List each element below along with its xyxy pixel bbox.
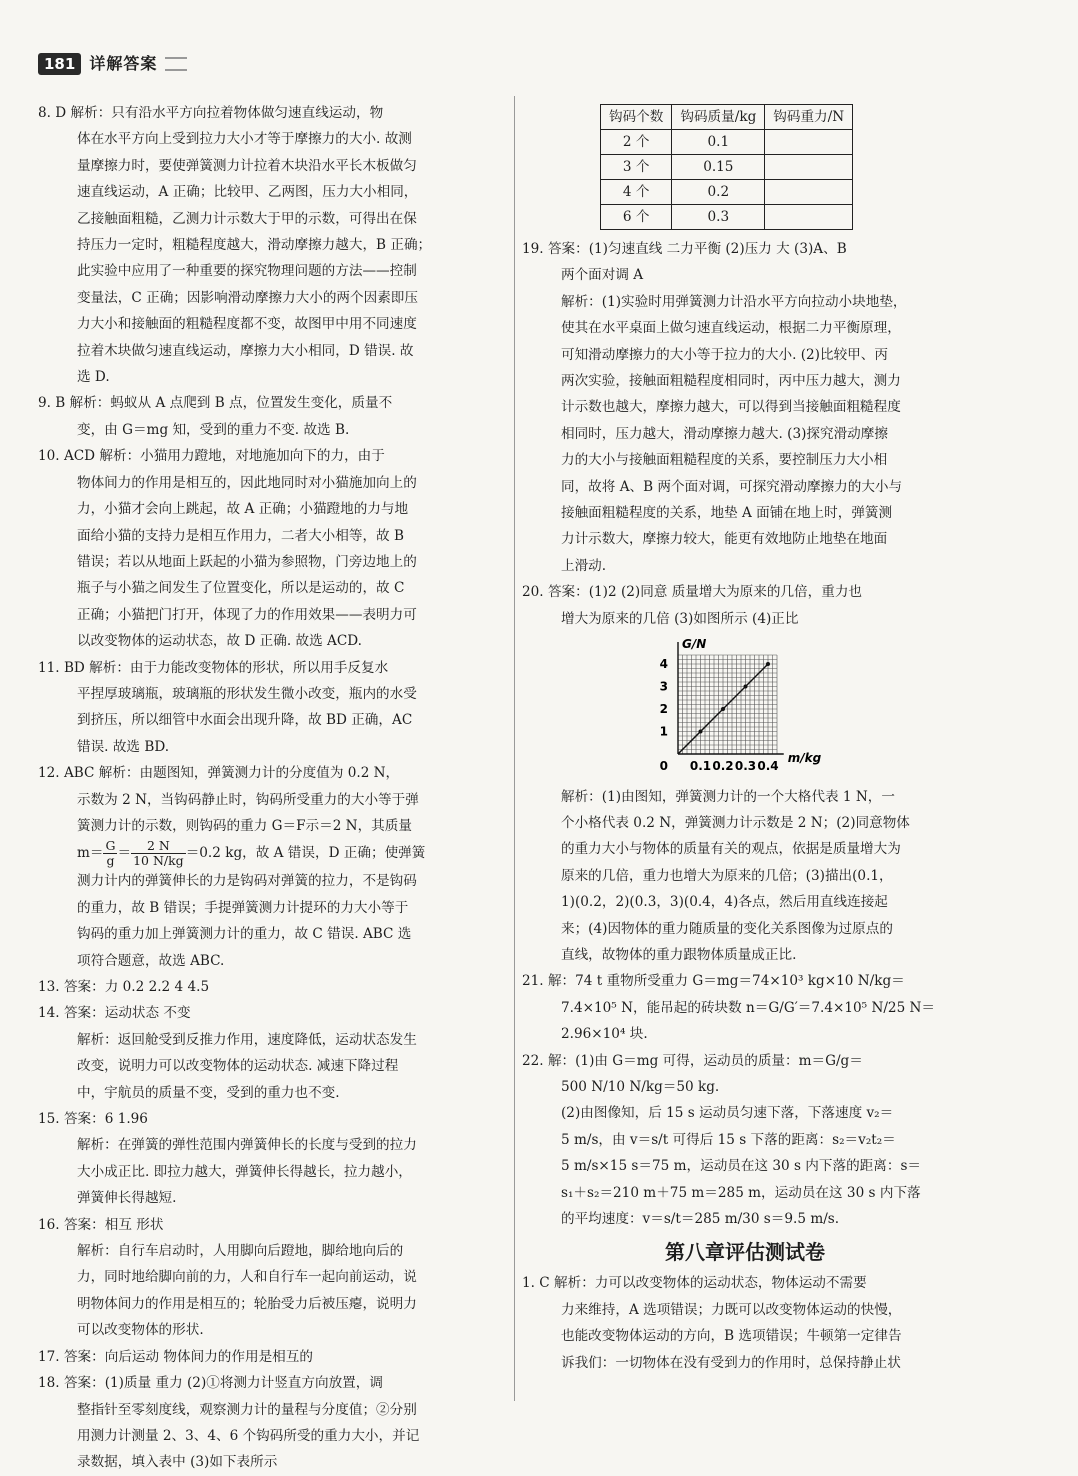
x-tick-label: 0.4 xyxy=(757,759,779,774)
text-line: 面给小猫的支持力是相互作用力，二者大小相等，故 B xyxy=(77,527,404,544)
text-line: 此实验中应用了一种重要的探究物理问题的方法——控制 xyxy=(77,263,417,280)
text-line: 18. 答案：(1)质量 重力 (2)①将测力计竖直方向放置，调 xyxy=(38,1375,383,1392)
table-header-cell: 钩码重力/N xyxy=(765,105,853,130)
text-line: 计示数也越大，摩擦力越大，可以得到当接触面粗糙程度 xyxy=(561,399,901,416)
table-header-row xyxy=(601,105,853,130)
text-line: 原来的几倍，重力也增大为原来的几倍；(3)描出(0.1， xyxy=(561,867,893,884)
text-line: 体在水平方向上受到拉力大小才等于摩擦力的大小. 故测 xyxy=(77,131,412,148)
text-line: 接触面粗糙程度的关系，地垫 A 面铺在地上时，弹簧测 xyxy=(561,505,893,522)
header-title: 详解答案 xyxy=(89,53,158,73)
text-line: 上滑动. xyxy=(561,557,607,574)
text-line: 乙接触面粗糙，乙测力计示数大于甲的示数，可得出在保 xyxy=(77,210,417,227)
text-line: 持压力一定时，粗糙程度越大，滑动摩擦力越大，B 正确； xyxy=(77,237,432,254)
text-line: 力来维持，A 选项错误；力既可以改变物体运动的快慢， xyxy=(561,1301,902,1318)
table-cell: 6 个 xyxy=(601,205,672,230)
data-point xyxy=(721,707,725,711)
text-line: 诉我们：一切物体在没有受到力的作用时，总保持静止状 xyxy=(561,1354,901,1371)
g-m-chart xyxy=(640,636,860,774)
y-tick-label: 1 xyxy=(659,724,668,739)
text-line: 15. 答案：6 1.96 xyxy=(38,1111,148,1128)
x-tick-label: 0.3 xyxy=(734,759,757,774)
text-line: 错误. 故选 BD. xyxy=(77,738,170,755)
data-point xyxy=(744,685,748,689)
text-line: 1)(0.2，2)(0.3，3)(0.4，4)各点，然后用直线连接起 xyxy=(561,894,888,911)
chapter-8-answers xyxy=(522,1270,968,1376)
y-tick-label: 4 xyxy=(659,657,668,672)
table-header-cell: 钩码个数 xyxy=(601,105,672,130)
text-line: 瓶子与小猫之间发生了位置变化，所以是运动的，故 C xyxy=(77,580,405,597)
formula-prefix: m＝ xyxy=(77,845,104,862)
text-line: 17. 答案：向后运动 物体间力的作用是相互的 xyxy=(38,1348,313,1365)
answers-19-20 xyxy=(522,236,968,632)
left-column xyxy=(38,100,506,1476)
text-line: 增大为原来的几倍 (3)如图所示 (4)正比 xyxy=(561,610,799,627)
text-line: 的重力大小与物体的质量有关的观点，依据是质量增大为 xyxy=(561,841,901,858)
text-line: 示数为 2 N，当钩码静止时，钩码所受重力的大小等于弹 xyxy=(77,791,419,808)
y-tick-label: 3 xyxy=(659,679,668,694)
table-cell xyxy=(765,180,853,205)
y-tick-label: 2 xyxy=(659,702,668,717)
text-line: 7.4×10⁵ N，能吊起的砖块数 n＝G/G′＝7.4×10⁵ N/25 N＝ xyxy=(561,999,936,1016)
text-line: 解析：(1)实验时用弹簧测力计沿水平方向拉动小块地垫， xyxy=(561,293,907,310)
table-row xyxy=(601,205,853,230)
text-line: (2)由图像知，后 15 s 运动员匀速下落，下落速度 v₂＝ xyxy=(561,1105,894,1122)
text-line: 14. 答案：运动状态 不变 xyxy=(38,1005,191,1022)
text-line: 11. BD 解析：由于力能改变物体的形状，所以用手反复水 xyxy=(38,659,389,676)
text-line: 簧测力计的示数，则钩码的重力 G＝F示＝2 N，其质量 xyxy=(77,817,412,834)
text-line: 解析：自行车启动时，人用脚向后蹬地，脚给地向后的 xyxy=(77,1243,404,1260)
x-tick-label: 0.1 xyxy=(689,759,712,774)
table-cell: 0.1 xyxy=(672,130,765,155)
text-line: 500 N/10 N/kg＝50 kg. xyxy=(561,1078,720,1095)
table-cell: 0.2 xyxy=(672,180,765,205)
table-cell: 0.15 xyxy=(672,155,765,180)
text-line: 12. ABC 解析：由题图知，弹簧测力计的分度值为 0.2 N， xyxy=(38,765,400,782)
x-axis-label: m/kg xyxy=(787,751,822,766)
text-line: 变量法，C 正确；因影响滑动摩擦力大小的两个因素即压 xyxy=(77,289,418,306)
text-line: 也能改变物体运动的方向，B 选项错误；牛顿第一定律告 xyxy=(561,1328,902,1345)
text-line: 19. 答案：(1)匀速直线 二力平衡 (2)压力 大 (3)A、B xyxy=(522,241,847,257)
x-tick-label: 0.2 xyxy=(712,759,734,774)
table-cell: 0.3 xyxy=(672,205,765,230)
text-line: 21. 解：74 t 重物所受重力 G＝mg＝74×10³ kg×10 N/kg＝ xyxy=(522,973,905,990)
text-line: 可知滑动摩擦力的大小等于拉力的大小. (2)比较甲、丙 xyxy=(561,346,888,363)
text-line: 测力计内的弹簧伸长的力是钩码对弹簧的拉力，不是钩码 xyxy=(77,873,417,890)
header-decoration xyxy=(165,57,187,71)
text-line: 错误；若以从地面上跃起的小猫为参照物，门旁边地上的 xyxy=(77,553,417,570)
text-line: 两次实验，接触面粗糙程度相同时，丙中压力越大，测力 xyxy=(561,373,901,390)
text-line: 直线，故物体的重力跟物体质量成正比. xyxy=(561,946,797,963)
text-line: 量摩擦力时，要使弹簧测力计拉着木块沿水平长木板做匀 xyxy=(77,157,417,174)
page-header xyxy=(38,52,187,76)
text-line: 项符合题意，故选 ABC. xyxy=(77,952,225,969)
text-line: 录数据，填入表中 (3)如下表所示 xyxy=(77,1454,278,1471)
text-line: s₁＋s₂＝210 m＋75 m＝285 m，运动员在这 30 s 内下落 xyxy=(561,1184,921,1201)
table-body xyxy=(601,130,853,230)
table-row xyxy=(601,130,853,155)
text-line: 力计示数大，摩擦力较大，能更有效地防止地垫在地面 xyxy=(561,531,888,548)
formula-line: m＝ $\frac{G}{g}$ ＝ $\frac{2 N}{10 N/kg}$ ＝0.2 kg，故 A 错误，D 正确；使弹簧 xyxy=(77,838,426,869)
text-line: 到挤压，所以细管中水面会出现升降，故 BD 正确，AC xyxy=(77,712,413,729)
text-line: 2.96×10⁴ 块. xyxy=(561,1026,648,1043)
text-line: 钩码的重力加上弹簧测力计的重力，故 C 错误. ABC 选 xyxy=(77,926,412,943)
text-line: 整指针至零刻度线，观察测力计的量程与分度值；②分别 xyxy=(77,1401,417,1418)
text-line: 力，小猫才会向上跳起，故 A 正确；小猫蹬地的力与地 xyxy=(77,501,409,518)
text-line: 使其在水平桌面上做匀速直线运动，根据二力平衡原理， xyxy=(561,320,901,337)
text-line: 拉着木块做匀速直线运动，摩擦力大小相同，D 错误. 故 xyxy=(77,342,414,359)
text-line: 变，由 G＝mg 知，受到的重力不变. 故选 B. xyxy=(77,421,350,438)
text-line: 明物体间力的作用是相互的；轮胎受力后被压瘪，说明力 xyxy=(77,1295,417,1312)
text-line: 5 m/s，由 v＝s/t 可得后 15 s 下落的距离：s₂＝v₂t₂＝ xyxy=(561,1131,896,1148)
text-line: 来；(4)因物体的重力随质量的变化关系图像为过原点的 xyxy=(561,920,893,937)
text-line: 可以改变物体的形状. xyxy=(77,1322,204,1339)
text-line: 解析：返回舱受到反推力作用，速度降低，运动状态发生 xyxy=(77,1031,417,1048)
table-cell: 4 个 xyxy=(601,180,672,205)
text-line: 个小格代表 0.2 N，弹簧测力计示数是 2 N；(2)同意物体 xyxy=(561,814,910,831)
text-line: 选 D. xyxy=(77,369,110,386)
text-line: 改变，说明力可以改变物体的运动状态. 减速下降过程 xyxy=(77,1058,399,1075)
g-m-graph xyxy=(640,636,968,783)
text-line: 1. C 解析：力可以改变物体的运动状态，物体运动不需要 xyxy=(522,1275,867,1292)
text-line: 解析：(1)由图知，弹簧测力计的一个大格代表 1 N，一 xyxy=(561,788,895,805)
text-line: 解析：在弹簧的弹性范围内弹簧伸长的长度与受到的拉力 xyxy=(77,1137,417,1154)
fraction: $\frac{2 N}{10 N/kg}$ xyxy=(133,838,184,869)
text-line: 的平均速度：v＝s/t＝285 m/30 s＝9.5 m/s. xyxy=(561,1211,840,1227)
text-line: 物体间力的作用是相互的，因此地同时对小猫施加向上的 xyxy=(77,474,417,491)
text-line: 10. ACD 解析：小猫用力蹬地，对地施加向下的力，由于 xyxy=(38,448,385,465)
origin-label: 0 xyxy=(659,759,668,774)
text-line: 的重力，故 B 错误；手提弹簧测力计提环的力大小等于 xyxy=(77,899,409,916)
data-point xyxy=(766,662,770,666)
fraction: $\frac{G}{g}$ xyxy=(105,838,116,869)
section-title: 第八章评估测试卷 xyxy=(665,1240,825,1265)
text-line: 大小成正比. 即拉力越大，弹簧伸长得越长，拉力越小， xyxy=(77,1163,412,1180)
text-line: 13. 答案：力 0.2 2.2 4 4.5 xyxy=(38,979,210,995)
text-line: 用测力计测量 2、3、4、6 个钩码所受的重力大小，并记 xyxy=(77,1427,420,1444)
table-row xyxy=(601,180,853,205)
column-divider xyxy=(514,96,515,1401)
table-row xyxy=(601,155,853,180)
text-line: 以改变物体的运动状态，故 D 正确. 故选 ACD. xyxy=(77,633,362,650)
text-line: 力大小和接触面的粗糙程度都不变，故图甲中用不同速度 xyxy=(77,316,417,333)
text-line: 平捏厚玻璃瓶，玻璃瓶的形状发生微小改变，瓶内的水受 xyxy=(77,685,417,702)
page-number: 181 xyxy=(38,53,81,75)
table-cell xyxy=(765,205,853,230)
y-axis-label: G/N xyxy=(682,637,707,652)
right-column xyxy=(522,100,968,1376)
text-line: 22. 解：(1)由 G＝mg 可得，运动员的质量：m＝G/g＝ xyxy=(522,1052,863,1069)
text-line: 9. B 解析：蚂蚁从 A 点爬到 B 点，位置发生变化，质量不 xyxy=(38,395,393,412)
text-line: 力，同时地给脚向前的力，人和自行车一起向前运动，说 xyxy=(77,1269,417,1286)
text-line: 同，故将 A、B 两个面对调，可探究滑动摩擦力的大小与 xyxy=(561,478,903,495)
text-line: 5 m/s×15 s＝75 m，运动员在这 30 s 内下落的距离：s＝ xyxy=(561,1158,922,1175)
table-cell: 2 个 xyxy=(601,130,672,155)
text-line: 力的大小与接触面粗糙程度的关系，要控制压力大小相 xyxy=(561,452,888,469)
text-line: 8. D 解析：只有沿水平方向拉着物体做匀速直线运动，物 xyxy=(38,105,384,121)
weight-table xyxy=(600,104,853,230)
text-line: 16. 答案：相互 形状 xyxy=(38,1216,164,1233)
data-point xyxy=(699,730,703,734)
text-line: 速直线运动，A 正确；比较甲、乙两图，压力大小相同， xyxy=(77,184,418,201)
answers-20-22 xyxy=(522,784,968,1233)
table-cell xyxy=(765,130,853,155)
text-line: 两个面对调 A xyxy=(561,267,644,284)
text-line: 正确；小猫把门打开，体现了力的作用效果——表明力可 xyxy=(77,606,417,623)
table-cell: 3 个 xyxy=(601,155,672,180)
text-line: 弹簧伸长得越短. xyxy=(77,1190,177,1207)
text-line: 中，宇航员的质量不变，受到的重力也不变. xyxy=(77,1084,340,1101)
text-line: 20. 答案：(1)2 (2)同意 质量增大为原来的几倍，重力也 xyxy=(522,584,863,601)
table-cell xyxy=(765,155,853,180)
text-line: 相同时，压力越大，滑动摩擦力越大. (3)探究滑动摩擦 xyxy=(561,425,888,442)
table-header-cell: 钩码质量/kg xyxy=(672,105,765,130)
